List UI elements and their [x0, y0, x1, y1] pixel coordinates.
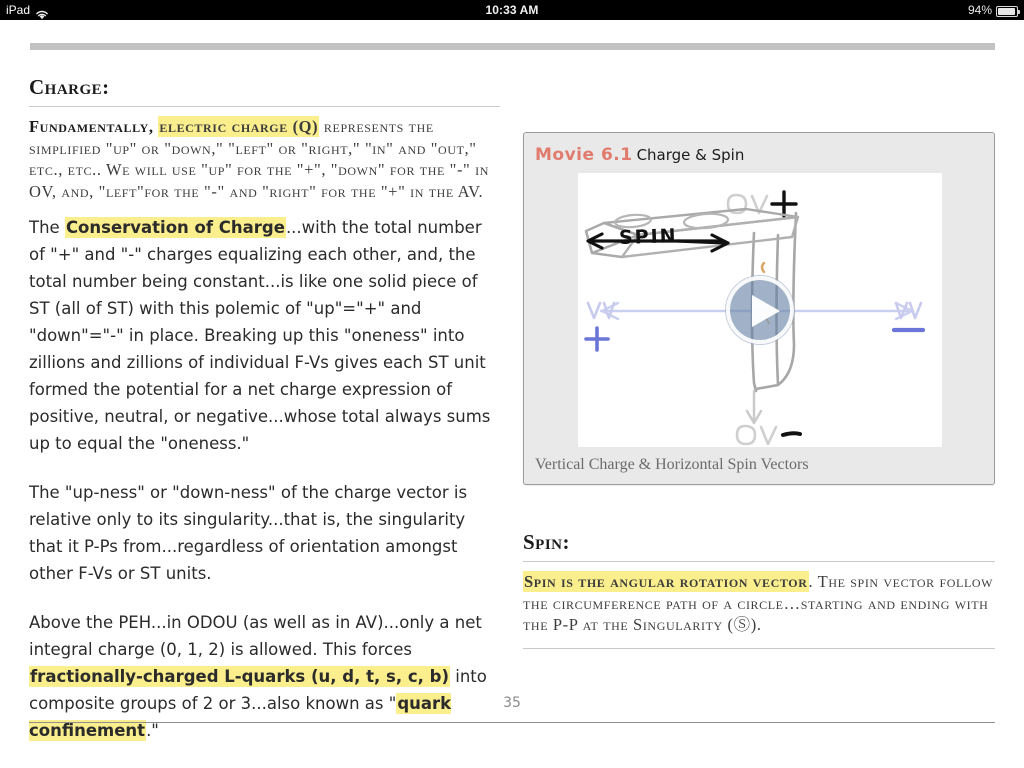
charge-intro-rest: represents the simplified "up" or "down," "left" or "right," "in" and "out," etc., etc.. We will use "up" for the "+", "down" for the "-" in OV, and, "left"for the "-" and "right" for the "+" in the AV. — [29, 117, 489, 201]
battery-icon — [996, 6, 1018, 17]
conservation-paragraph — [29, 214, 500, 457]
quark-mid: into composite groups of 2 or 3...also known as " — [29, 667, 487, 713]
highlight-electric-charge: electric charge (Q) — [159, 117, 319, 136]
quark-pre: Above the PEH...in ODOU (as well as in AV)...only a net integral charge (0, 1, 2) is allowed. This forces — [29, 613, 482, 659]
spin-section-bottom-divider — [523, 648, 995, 649]
play-button[interactable] — [726, 276, 794, 344]
quark-confinement-paragraph — [29, 609, 500, 744]
movie-video-thumbnail[interactable] — [578, 173, 942, 447]
spin-section — [523, 530, 995, 649]
movie-widget[interactable] — [523, 132, 995, 485]
status-bar-clock: 10:33 AM — [485, 3, 539, 17]
sketch-spin-label: SPIN — [618, 224, 678, 250]
conservation-post: ...with the total number of "+" and "-" charges equalizing each other, and, the total number being constant...is like one solid piece of ST (all of ST) with this polemic of "up"="+" and "down"="-" in place. Breaking up this "oneness" into zillions and zillions of individual F-Vs gives each ST unit formed the potential for a net charge expression of positive, neutral, or negative...whose total always sums up to equal the "oneness." — [29, 218, 491, 453]
horizontal-scrollbar[interactable] — [30, 43, 995, 50]
play-icon — [752, 295, 780, 327]
charge-heading-divider — [29, 106, 500, 107]
document-page — [0, 20, 1024, 768]
status-bar-right — [968, 0, 1018, 20]
page-number-label: 35 — [503, 695, 521, 711]
charge-intro-paragraph — [29, 116, 500, 202]
status-device-label: iPad — [6, 3, 31, 17]
highlight-fractionally-charged-lquarks: fractionally-charged L-quarks (u, d, t, s, c, b) — [30, 667, 449, 686]
movie-caption: Vertical Charge & Horizontal Spin Vectors — [535, 456, 809, 473]
charge-intro-lead: Fundamentally, — [29, 117, 154, 136]
battery-percentage-label: 94% — [967, 3, 992, 17]
highlight-conservation-of-charge: Conservation of Charge — [65, 218, 285, 237]
charge-section-heading: Charge: — [29, 75, 110, 99]
upness-downness-paragraph: The "up-ness" or "down-ness" of the charge vector is relative only to its singularity...that is, the singularity that it P-Ps from...regardless of orientation amongst other F-Vs or ST units. — [29, 483, 468, 583]
highlight-spin-is-angular-rotation-vector: Spin is the angular rotation vector — [524, 572, 808, 591]
movie-title-label: Charge & Spin — [636, 146, 745, 164]
conservation-pre: The — [29, 218, 65, 237]
status-bar — [0, 0, 1024, 20]
page-footer — [29, 695, 995, 723]
spin-section-heading: Spin: — [523, 530, 571, 554]
movie-header — [535, 145, 744, 165]
spin-paragraph-rest: . The spin vector follow the circumference path of a circle…starting and ending with the P-P at the Singularity (Ⓢ). — [523, 572, 994, 634]
movie-number-label: Movie 6.1 — [535, 145, 633, 165]
spin-heading-divider — [523, 561, 995, 562]
highlight-quark-confinement: quark confinement — [29, 694, 452, 740]
quark-post: ." — [146, 721, 159, 740]
left-text-column — [29, 75, 500, 766]
footer-divider — [29, 722, 995, 723]
spin-paragraph — [523, 571, 995, 636]
